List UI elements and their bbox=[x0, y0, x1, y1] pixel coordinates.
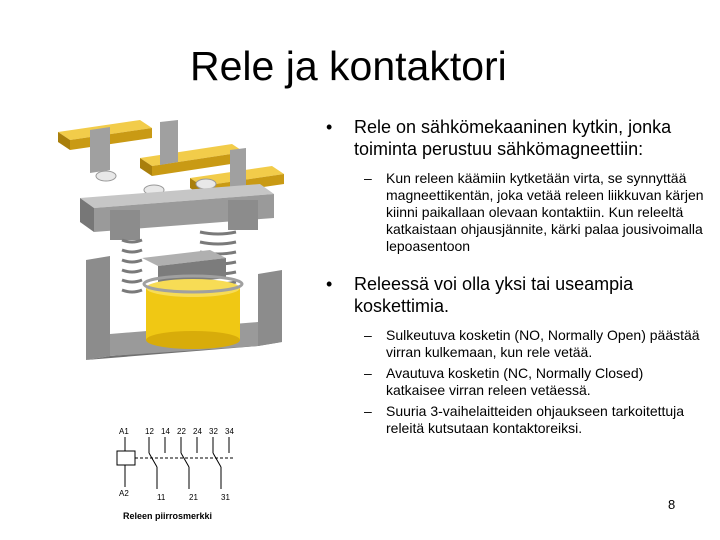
coil-label-top: A1 bbox=[119, 427, 129, 436]
terminal-label: 32 bbox=[209, 427, 218, 436]
contact-bars bbox=[58, 120, 284, 196]
bullet-list bbox=[326, 116, 706, 441]
sub-bullet-text: Sulkeutuva kosketin (NO, Normally Open) päästää virran kulkemaan, kun rele vetää. bbox=[386, 327, 700, 360]
sub-bullet-text: Avautuva kosketin (NC, Normally Closed) katkaisee virran releen vetäessä. bbox=[386, 365, 644, 398]
terminal-label: 24 bbox=[193, 427, 202, 436]
terminal-label: 11 bbox=[157, 493, 166, 502]
terminal-label: 22 bbox=[177, 427, 186, 436]
bullet-glyph: • bbox=[326, 274, 333, 294]
bullet-text: Rele on sähkömekaaninen kytkin, jonka toiminta perustuu sähkömagneettiin: bbox=[354, 117, 672, 159]
armature bbox=[80, 184, 274, 240]
dash-glyph: – bbox=[364, 170, 372, 186]
terminal-label: 34 bbox=[225, 427, 234, 436]
bullet-text: Releessä voi olla yksi tai useampia koskettimia. bbox=[354, 274, 634, 316]
terminal-label: 21 bbox=[189, 493, 198, 502]
sub-bullet-item bbox=[326, 365, 706, 399]
sub-bullet-item bbox=[326, 327, 706, 361]
coil bbox=[144, 276, 242, 349]
terminal-label: 12 bbox=[145, 427, 154, 436]
slide-title: Rele ja kontaktori bbox=[190, 43, 507, 89]
sub-bullet-text: Kun releen käämiin kytketään virta, se synnyttää magneettikentän, joka vetää releen liikkuvan kärjen kiinni paikallaan olevaan kontaktiin. Kun releeltä katkaistaan ohjausjännite, kärki palaa jousivoimalla lepoasentoon bbox=[386, 170, 704, 254]
bullet-glyph: • bbox=[326, 117, 333, 137]
terminal-label: 14 bbox=[161, 427, 170, 436]
dash-glyph: – bbox=[364, 327, 372, 343]
coil-label-bottom: A2 bbox=[119, 489, 129, 498]
sub-bullet-text: Suuria 3-vaihelaitteiden ohjaukseen tarkoitettuja releitä kutsutaan kontaktoreiksi. bbox=[386, 403, 685, 436]
bullet-item bbox=[326, 273, 706, 317]
relay-illustration bbox=[50, 110, 320, 370]
relay-symbol bbox=[105, 425, 255, 530]
page-number: 8 bbox=[668, 497, 676, 512]
sub-bullet-item bbox=[326, 403, 706, 437]
terminal-label: 31 bbox=[221, 493, 230, 502]
bullet-item bbox=[326, 116, 706, 160]
symbol-caption: Releen piirrosmerkki bbox=[123, 511, 213, 521]
relay-symbol-drawing bbox=[105, 425, 255, 525]
dash-glyph: – bbox=[364, 403, 372, 419]
sub-bullet-item bbox=[326, 170, 706, 255]
dash-glyph: – bbox=[364, 365, 372, 381]
